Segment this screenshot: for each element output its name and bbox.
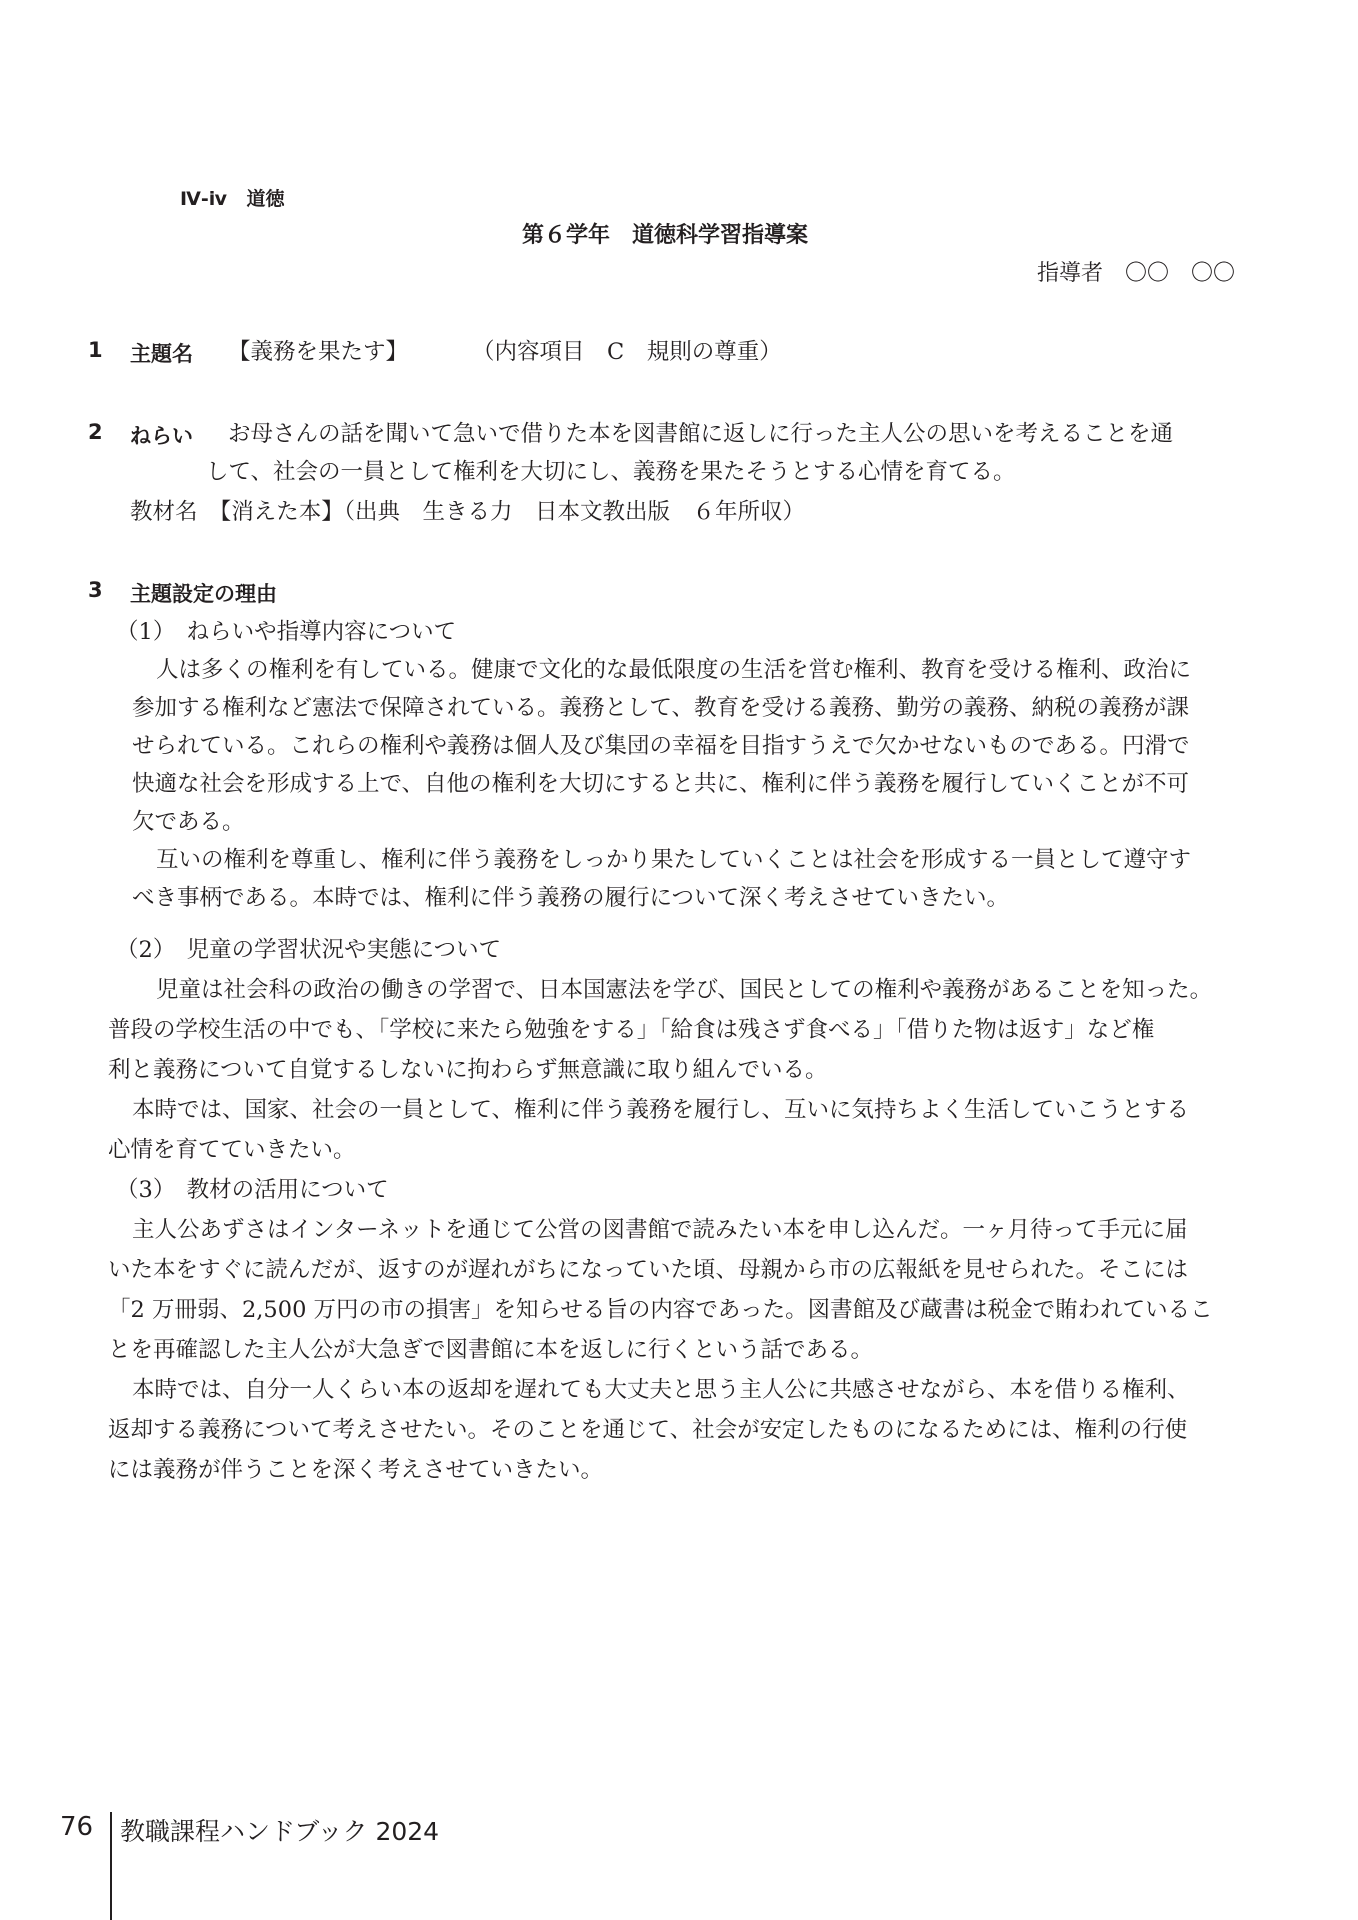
subsection-3-heading: （3） 教材の活用について [116, 1177, 389, 1203]
paragraph-line: べき事柄である。本時では、権利に伴う義務の履行について深く考えさせていきたい。 [132, 885, 1010, 911]
subsection-1-heading: （1） ねらいや指導内容について [116, 619, 457, 645]
paragraph-line: 返却する義務について考えさせたい。そのことを通じて、社会が安定したものになるためには、権利の行使 [108, 1417, 1188, 1443]
paragraph-line: 心情を育てていきたい。 [108, 1137, 356, 1163]
paragraph-line: 普段の学校生活の中でも、「学校に来たら勉強をする」「給食は残さず食べる」「借りた物は返す」など権 [108, 1017, 1155, 1043]
paragraph-line: 快適な社会を形成する上で、自他の権利を大切にすると共に、権利に伴う義務を履行していくことが不可 [132, 771, 1190, 797]
subsection-2-heading: （2） 児童の学習状況や実態について [116, 937, 502, 963]
paragraph-line: 互いの権利を尊重し、権利に伴う義務をしっかり果たしていくことは社会を形成する一員として遵守す [156, 847, 1192, 873]
aim-line-1: お母さんの話を聞いて急いで借りた本を図書館に返しに行った主人公の思いを考えることを通 [228, 421, 1174, 447]
section-3-label: 主題設定の理由 [130, 582, 277, 606]
page-title: 第６学年 道徳科学習指導案 [522, 223, 809, 248]
section-2-label: ねらい [130, 424, 193, 448]
page-number: 76 [60, 1812, 94, 1842]
paragraph-line: 児童は社会科の政治の働きの学習で、日本国憲法を学び、国民としての権利や義務があることを知った。 [156, 977, 1213, 1003]
paragraph-line: いた本をすぐに読んだが、返すのが遅れがちになっていた頃、母親から市の広報紙を見せられた。そこには [108, 1257, 1189, 1283]
content-item: （内容項目 C 規則の尊重） [472, 339, 782, 365]
section-3-number: 3 [88, 578, 103, 602]
paragraph-line: 「2 万冊弱、2,500 万円の市の損害」を知らせる旨の内容であった。図書館及び蔵書は税金で賄われているこ [108, 1297, 1213, 1323]
theme-name: 【義務を果たす】 [228, 339, 409, 365]
book-title: 教職課程ハンドブック 2024 [120, 1817, 440, 1846]
aim-line-2: して、社会の一員として権利を大切にし、義務を果たそうとする心情を育てる。 [206, 459, 1016, 485]
paragraph-line: とを再確認した主人公が大急ぎで図書館に本を返しに行くという話である。 [108, 1337, 874, 1363]
paragraph-line: 利と義務について自覚するしないに拘わらず無意識に取り組んでいる。 [108, 1057, 828, 1083]
instructor-line: 指導者 〇〇 〇〇 [1037, 261, 1236, 286]
paragraph-line: 参加する権利など憲法で保障されている。義務として、教育を受ける義務、勤労の義務、納税の義務が課 [132, 695, 1190, 721]
section-2-number: 2 [88, 420, 103, 444]
material-line: 教材名 【消えた本】（出典 生きる力 日本文教出版 ６年所収） [130, 499, 806, 525]
paragraph-line: せられている。これらの権利や義務は個人及び集団の幸福を目指すうえで欠かせないものである。円滑で [132, 733, 1190, 759]
footer-divider [110, 1812, 112, 1920]
paragraph-line: 欠である。 [132, 809, 245, 835]
paragraph-line: 本時では、国家、社会の一員として、権利に伴う義務を履行し、互いに気持ちよく生活していこうとする [132, 1097, 1190, 1123]
paragraph-line: 主人公あずさはインターネットを通じて公営の図書館で読みたい本を申し込んだ。一ヶ月待って手元に届 [132, 1217, 1188, 1243]
paragraph-line: 本時では、自分一人くらい本の返却を遅れても大丈夫と思う主人公に共感させながら、本を借りる権利、 [132, 1377, 1190, 1403]
section-tag: Ⅳ-ⅳ 道徳 [180, 188, 285, 210]
paragraph-line: 人は多くの権利を有している。健康で文化的な最低限度の生活を営む権利、教育を受ける権利、政治に [156, 657, 1192, 683]
section-1-number: 1 [88, 338, 103, 362]
section-1-label: 主題名 [130, 342, 193, 366]
paragraph-line: には義務が伴うことを深く考えさせていきたい。 [108, 1457, 604, 1483]
